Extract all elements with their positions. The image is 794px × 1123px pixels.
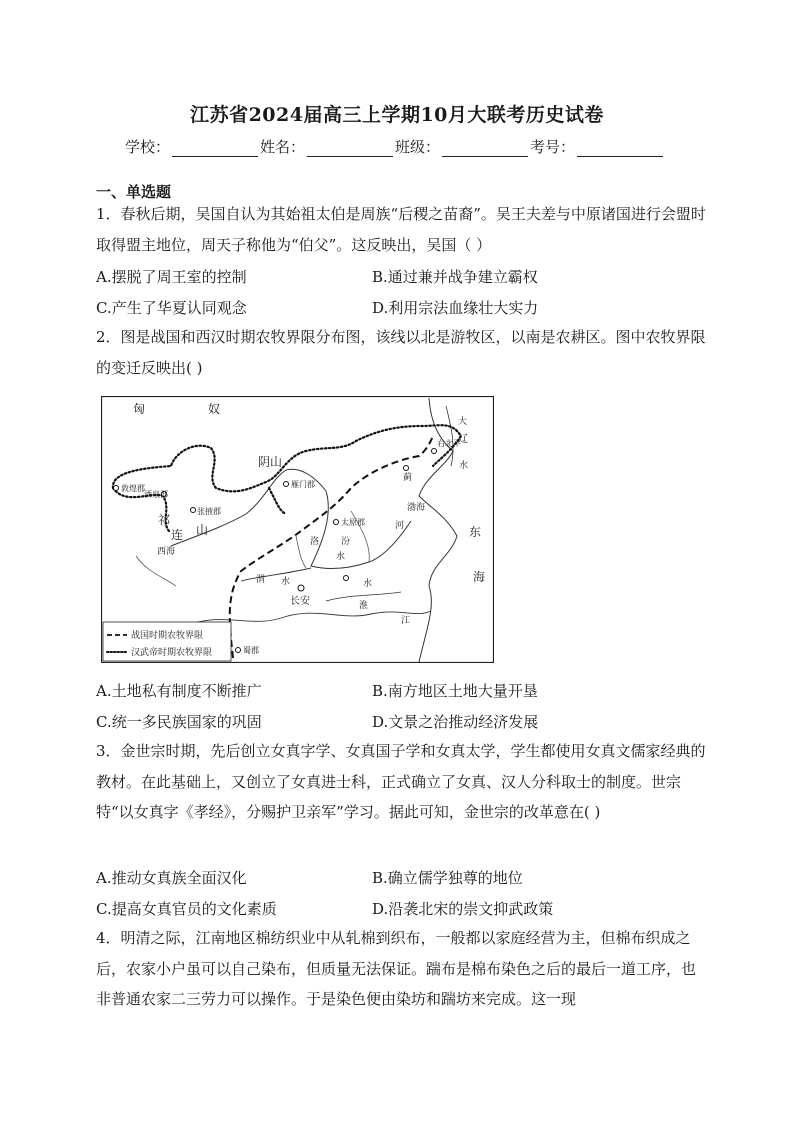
label-fen: 汾 — [341, 537, 351, 547]
student-info-row — [125, 136, 665, 157]
q2-option-d[interactable]: D.文景之治推动经济发展 — [372, 713, 539, 731]
label-xiongnu-2: 奴 — [208, 402, 221, 416]
exam-no-blank[interactable] — [577, 142, 663, 157]
q3-option-a[interactable]: A.推动女真族全面汉化 — [96, 869, 247, 887]
name-blank[interactable] — [307, 142, 393, 157]
city-ji — [404, 466, 409, 471]
q2-option-c[interactable]: C.统一多民族国家的巩固 — [96, 713, 262, 731]
city-taiyuan — [334, 520, 339, 525]
city-shu — [236, 648, 241, 653]
exam-no-label: 考号： — [530, 138, 576, 156]
legend-zhanguo-label: 战国时期农牧界限 — [131, 631, 204, 641]
label-huai: 淮 — [359, 601, 369, 611]
city-river-town — [344, 576, 349, 581]
label-dong: 东 — [469, 525, 482, 539]
label-jiang: 江 — [401, 616, 411, 626]
legend-handi-label: 汉武帝时期农牧界限 — [131, 648, 213, 658]
label-xiongnu-1: 匈 — [133, 402, 146, 416]
question-2-options — [96, 675, 706, 737]
label-xihai: 西海 — [157, 547, 176, 557]
q3-option-c[interactable]: C.提高女真官员的文化素质 — [96, 900, 277, 918]
q2-option-b[interactable]: B.南方地区土地大量开垦 — [372, 682, 538, 700]
name-label: 姓名： — [260, 138, 306, 156]
q1-option-b[interactable]: B.通过兼并战争建立霸权 — [372, 268, 538, 286]
question-1-stem: 1．春秋后期，吴国自认为其始祖太伯是周族“后稷之苗裔”。吴王夫差与中原诸国进行会盟时取得盟主地位，周天子称他为“伯父”。这反映出，吴国（ ） — [96, 205, 706, 254]
school-blank[interactable] — [172, 142, 258, 157]
class-blank[interactable] — [442, 142, 528, 157]
question-2-stem: 2．图是战国和西汉时期农牧界限分布图，该线以北是游牧区，以南是农耕区。图中农牧界限的变迁反映出( ) — [96, 328, 706, 377]
label-qilian-2: 连 — [171, 528, 184, 542]
label-shui-2: 水 — [281, 577, 291, 587]
label-jiuquan: 酒泉郡 — [144, 490, 168, 499]
label-changan: 长安 — [290, 596, 310, 607]
label-shui-1: 水 — [336, 552, 346, 562]
q3-option-d[interactable]: D.沿袭北宋的崇文抑武政策 — [372, 900, 554, 918]
label-qilian-1: 祁 — [158, 513, 171, 527]
label-qilian-3: 山 — [196, 523, 209, 537]
q2-option-a[interactable]: A.土地私有制度不断推广 — [96, 682, 262, 700]
q1-option-d[interactable]: D.利用宗法血缘壮大实力 — [372, 299, 539, 317]
question-4-stem: 4．明清之际，江南地区棉纺织业中从轧棉到织布，一般都以家庭经营为主，但棉布织成之后，农家小户虽可以自己染布，但质量无法保证。踹布是棉布染色之后的最后一道工序，也非普通农家二三劳力可以操作。于是染色便由染坊和踹坊来完成。这一现 — [96, 929, 697, 1008]
city-changan — [298, 585, 304, 591]
label-liao-da: 大 — [458, 417, 468, 427]
question-1-options — [96, 261, 706, 323]
city-zhangye — [191, 508, 196, 513]
page-title: 江苏省2024届高三上学期10月大联考历史试卷 — [190, 104, 604, 126]
question-3-stem: 3．金世宗时期，先后创立女真字学、女真国子学和女真太学，学生都使用女真文儒家经典的教材。在此基础上，又创立了女真进士科，正式确立了女真、汉人分科取士的制度。世宗特“以女真字《孝经》，分赐护卫亲军”学习。据此可知，金世宗的改革意在( ) — [96, 742, 706, 821]
exam-no-field — [530, 136, 665, 157]
q3-option-b[interactable]: B.确立儒学独尊的地位 — [372, 869, 523, 887]
section-heading: 一、单选题 — [96, 183, 172, 201]
city-yanmen — [284, 482, 289, 487]
label-bohai: 渤海 — [407, 503, 426, 513]
label-taiyuan: 太原郡 — [341, 518, 365, 527]
name-field — [260, 136, 395, 157]
question-3-options — [96, 862, 706, 924]
q1-option-c[interactable]: C.产生了华夏认同观念 — [96, 299, 247, 317]
agro-pastoral-boundary-map — [101, 396, 494, 663]
class-label: 班级： — [395, 138, 441, 156]
label-he: 河 — [395, 521, 405, 531]
city-youbeiping — [432, 449, 437, 454]
label-liao: 辽 — [458, 434, 468, 445]
label-yanmen: 雁门郡 — [291, 480, 315, 489]
label-zhangye: 张掖郡 — [197, 507, 221, 516]
label-shui-3: 水 — [363, 579, 373, 589]
label-yinshan: 阴山 — [258, 455, 283, 469]
label-wei: 渭 — [256, 575, 266, 585]
city-dunhuang — [114, 486, 119, 491]
label-dunhuang: 敦煌郡 — [121, 484, 145, 493]
label-youbeiping: 右北平 — [437, 439, 461, 448]
label-shu: 蜀郡 — [243, 646, 259, 655]
label-ji: 蓟 — [403, 473, 413, 483]
label-luo: 洛 — [310, 537, 320, 547]
class-field — [395, 136, 530, 157]
school-label: 学校： — [125, 138, 171, 156]
school-field — [125, 136, 260, 157]
label-liao-shui: 水 — [459, 461, 469, 471]
q1-option-a[interactable]: A.摆脱了周王室的控制 — [96, 268, 247, 286]
label-hai: 海 — [473, 570, 486, 584]
